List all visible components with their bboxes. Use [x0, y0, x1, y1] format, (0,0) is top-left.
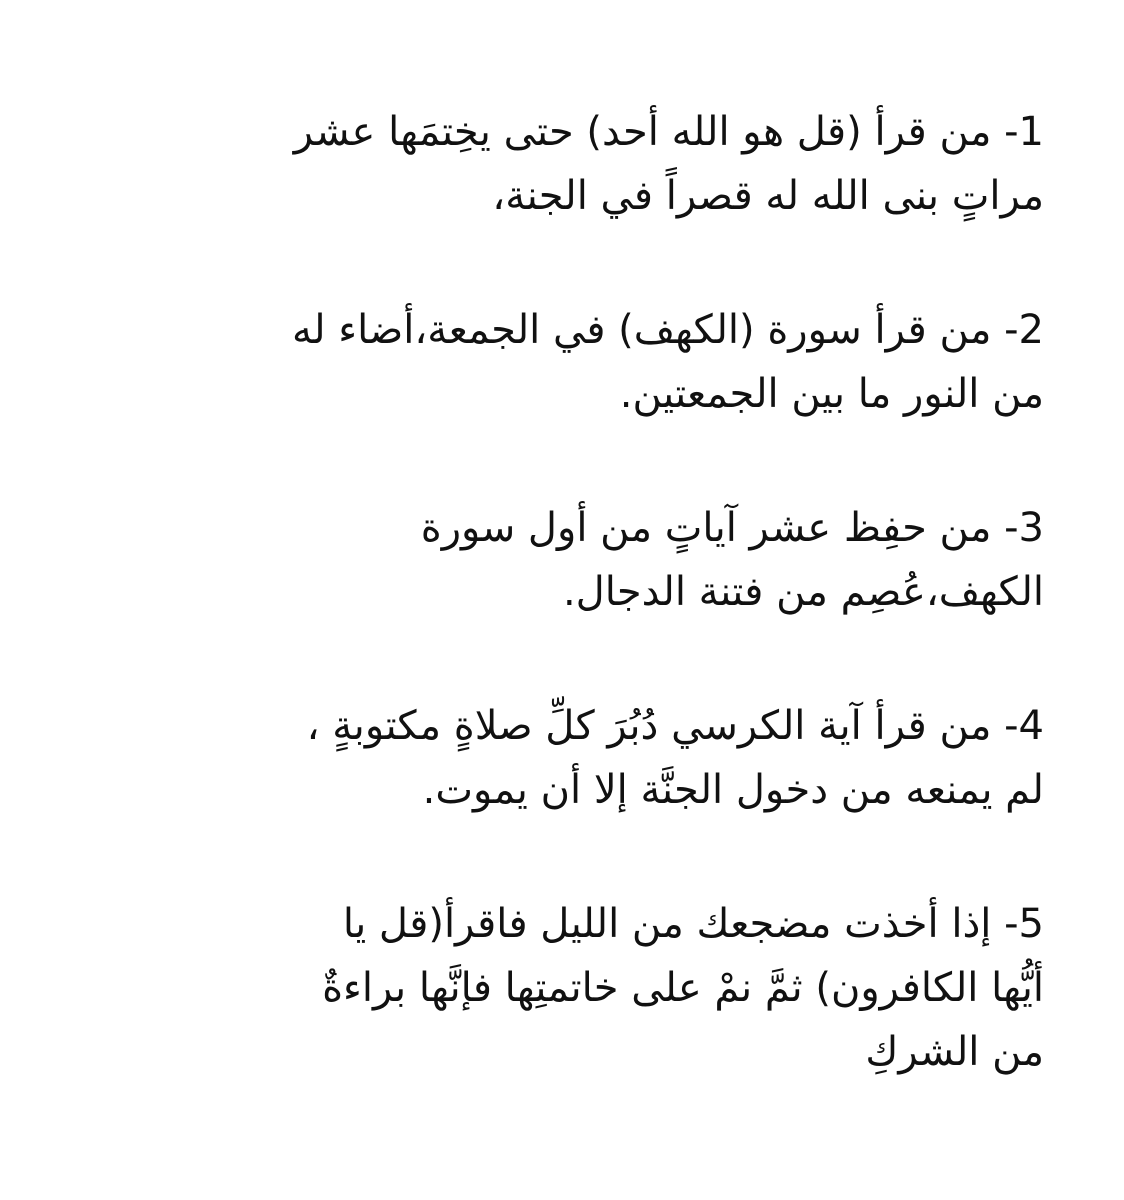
list-item-2	[84, 298, 1044, 426]
item-line: لم يمنعه من دخول الجنَّة إلا أن يموت.	[422, 767, 1044, 813]
item-line: 1- من قرأ (قل هو الله أحد) حتى يخِتمَها عشر	[293, 109, 1044, 155]
item-line: 5- إذا أخذت مضجعك من الليل فاقرأ(قل يا	[342, 901, 1044, 947]
list-item-4	[84, 694, 1044, 822]
item-line: الكهف،عُصِم من فتنة الدجال.	[562, 569, 1044, 615]
document-body	[84, 100, 1044, 1154]
list-item-1	[84, 100, 1044, 228]
list-item-5	[84, 892, 1044, 1084]
item-line: أيُّها الكافرون) ثمَّ نمْ على خاتمتِها فإنَّها براءةٌ	[322, 965, 1044, 1011]
item-line: مراتٍ بنى الله له قصراً في الجنة،	[492, 173, 1044, 219]
item-line: 3- من حفِظ عشر آياتٍ من أول سورة	[420, 505, 1044, 551]
item-line: من النور ما بين الجمعتين.	[619, 371, 1044, 417]
item-line: 4- من قرأ آية الكرسي دُبُرَ كلِّ صلاةٍ مكتوبةٍ ،	[306, 703, 1044, 749]
item-line: من الشركِ	[865, 1029, 1044, 1075]
item-line: 2- من قرأ سورة (الكهف) في الجمعة،أضاء له	[291, 307, 1044, 353]
list-item-3	[84, 496, 1044, 624]
